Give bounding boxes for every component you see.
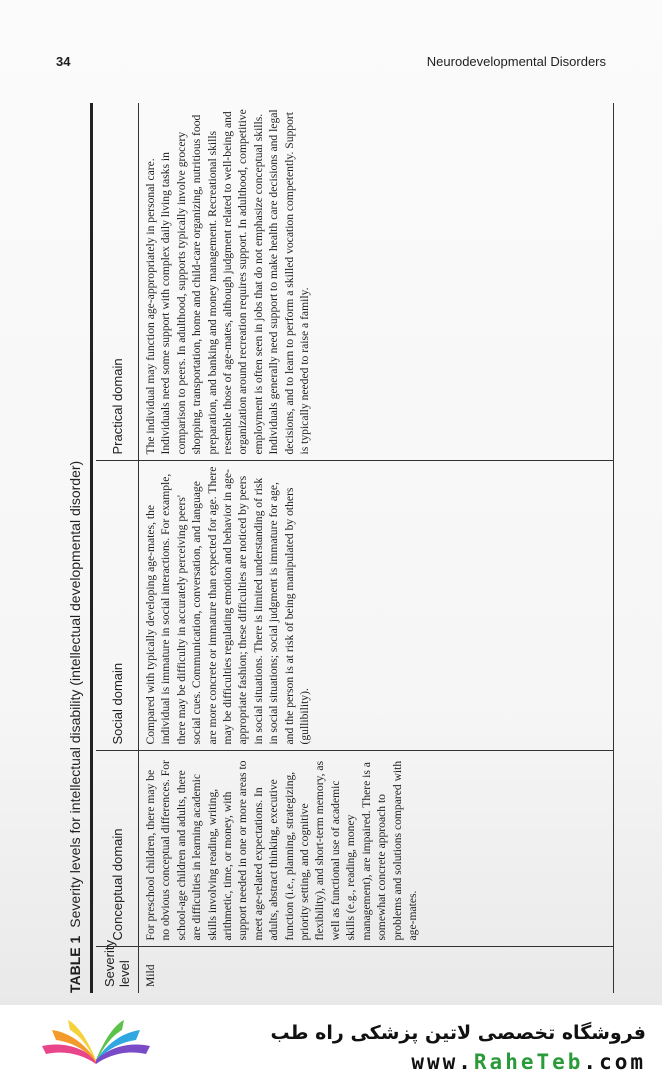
table-header-row [96,103,139,993]
rotated-table-block [64,103,612,993]
table-row [139,103,614,993]
cell-severity: Mild [144,964,157,987]
running-head: Neurodevelopmental Disorders [426,54,606,69]
table-caption [64,103,93,993]
column-header-severity: Severity level [96,947,139,993]
severity-table [96,103,614,993]
store-url [411,1050,646,1074]
open-book-rainbow-logo-icon [36,1016,156,1066]
url-brand: RaheTeb [473,1050,584,1074]
cell-social: Compared with typically developing age-mates, the individual is immature in social interactions. For example, there may be difficulty in accurately perceiving peers' social cues. Communication, conversation, and language are more concrete or immature than expected for age. There may be difficulties regulating emotion and behavior in age-appropriate fashion; these difficulties are noticed by peers in social situations. There is limited understanding of risk in social situations; social judgment is immature for age, and the person is at risk of being manipulated by others (gullibility). [139,461,614,751]
cell-practical: The individual may function age-appropriately in personal care. Individuals need some support with complex daily living tasks in comparison to peers. In adulthood, supports typically involve grocery shopping, transportation, home and child-care organizing, nutritious food preparation, and banking and money management. Recreational skills resemble those of age-mates, although judgment related to well-being and organization around recreation requires support. In adulthood, competitive employment is often seen in jobs that do not emphasize conceptual skills. Individuals generally need support to make health care decisions and legal decisions, and to learn to perform a skilled vocation competently. Support is typically needed to raise a family. [139,103,614,461]
page-number: 34 [56,54,71,69]
column-header-social: Social domain [96,461,139,751]
table-title: Severity levels for intellectual disability (intellectual developmental disorder) [67,460,83,928]
column-header-practical: Practical domain [96,103,139,461]
column-header-conceptual: Conceptual domain [96,751,139,947]
store-name: فروشگاه تخصصی لاتین پزشکی راه طب [270,1022,646,1044]
table-label: TABLE 1 [67,935,83,993]
url-prefix: www. [411,1050,474,1074]
cell-conceptual: For preschool children, there may be no obvious conceptual differences. For school-age children and adults, there are difficulties in learning academic skills involving reading, writing, arithmetic, time, or money, with support needed in one or more areas to meet age-related expectations. In adults, abstract thinking, executive function (i.e., planning, strategizing, priority setting, and cognitive flexibility), and short-term memory, as well as functional use of academic skills (e.g., reading, money management), are impaired. There is a somewhat concrete approach to problems and solutions compared with age-mates. [139,751,614,947]
url-suffix: .com [583,1050,646,1074]
